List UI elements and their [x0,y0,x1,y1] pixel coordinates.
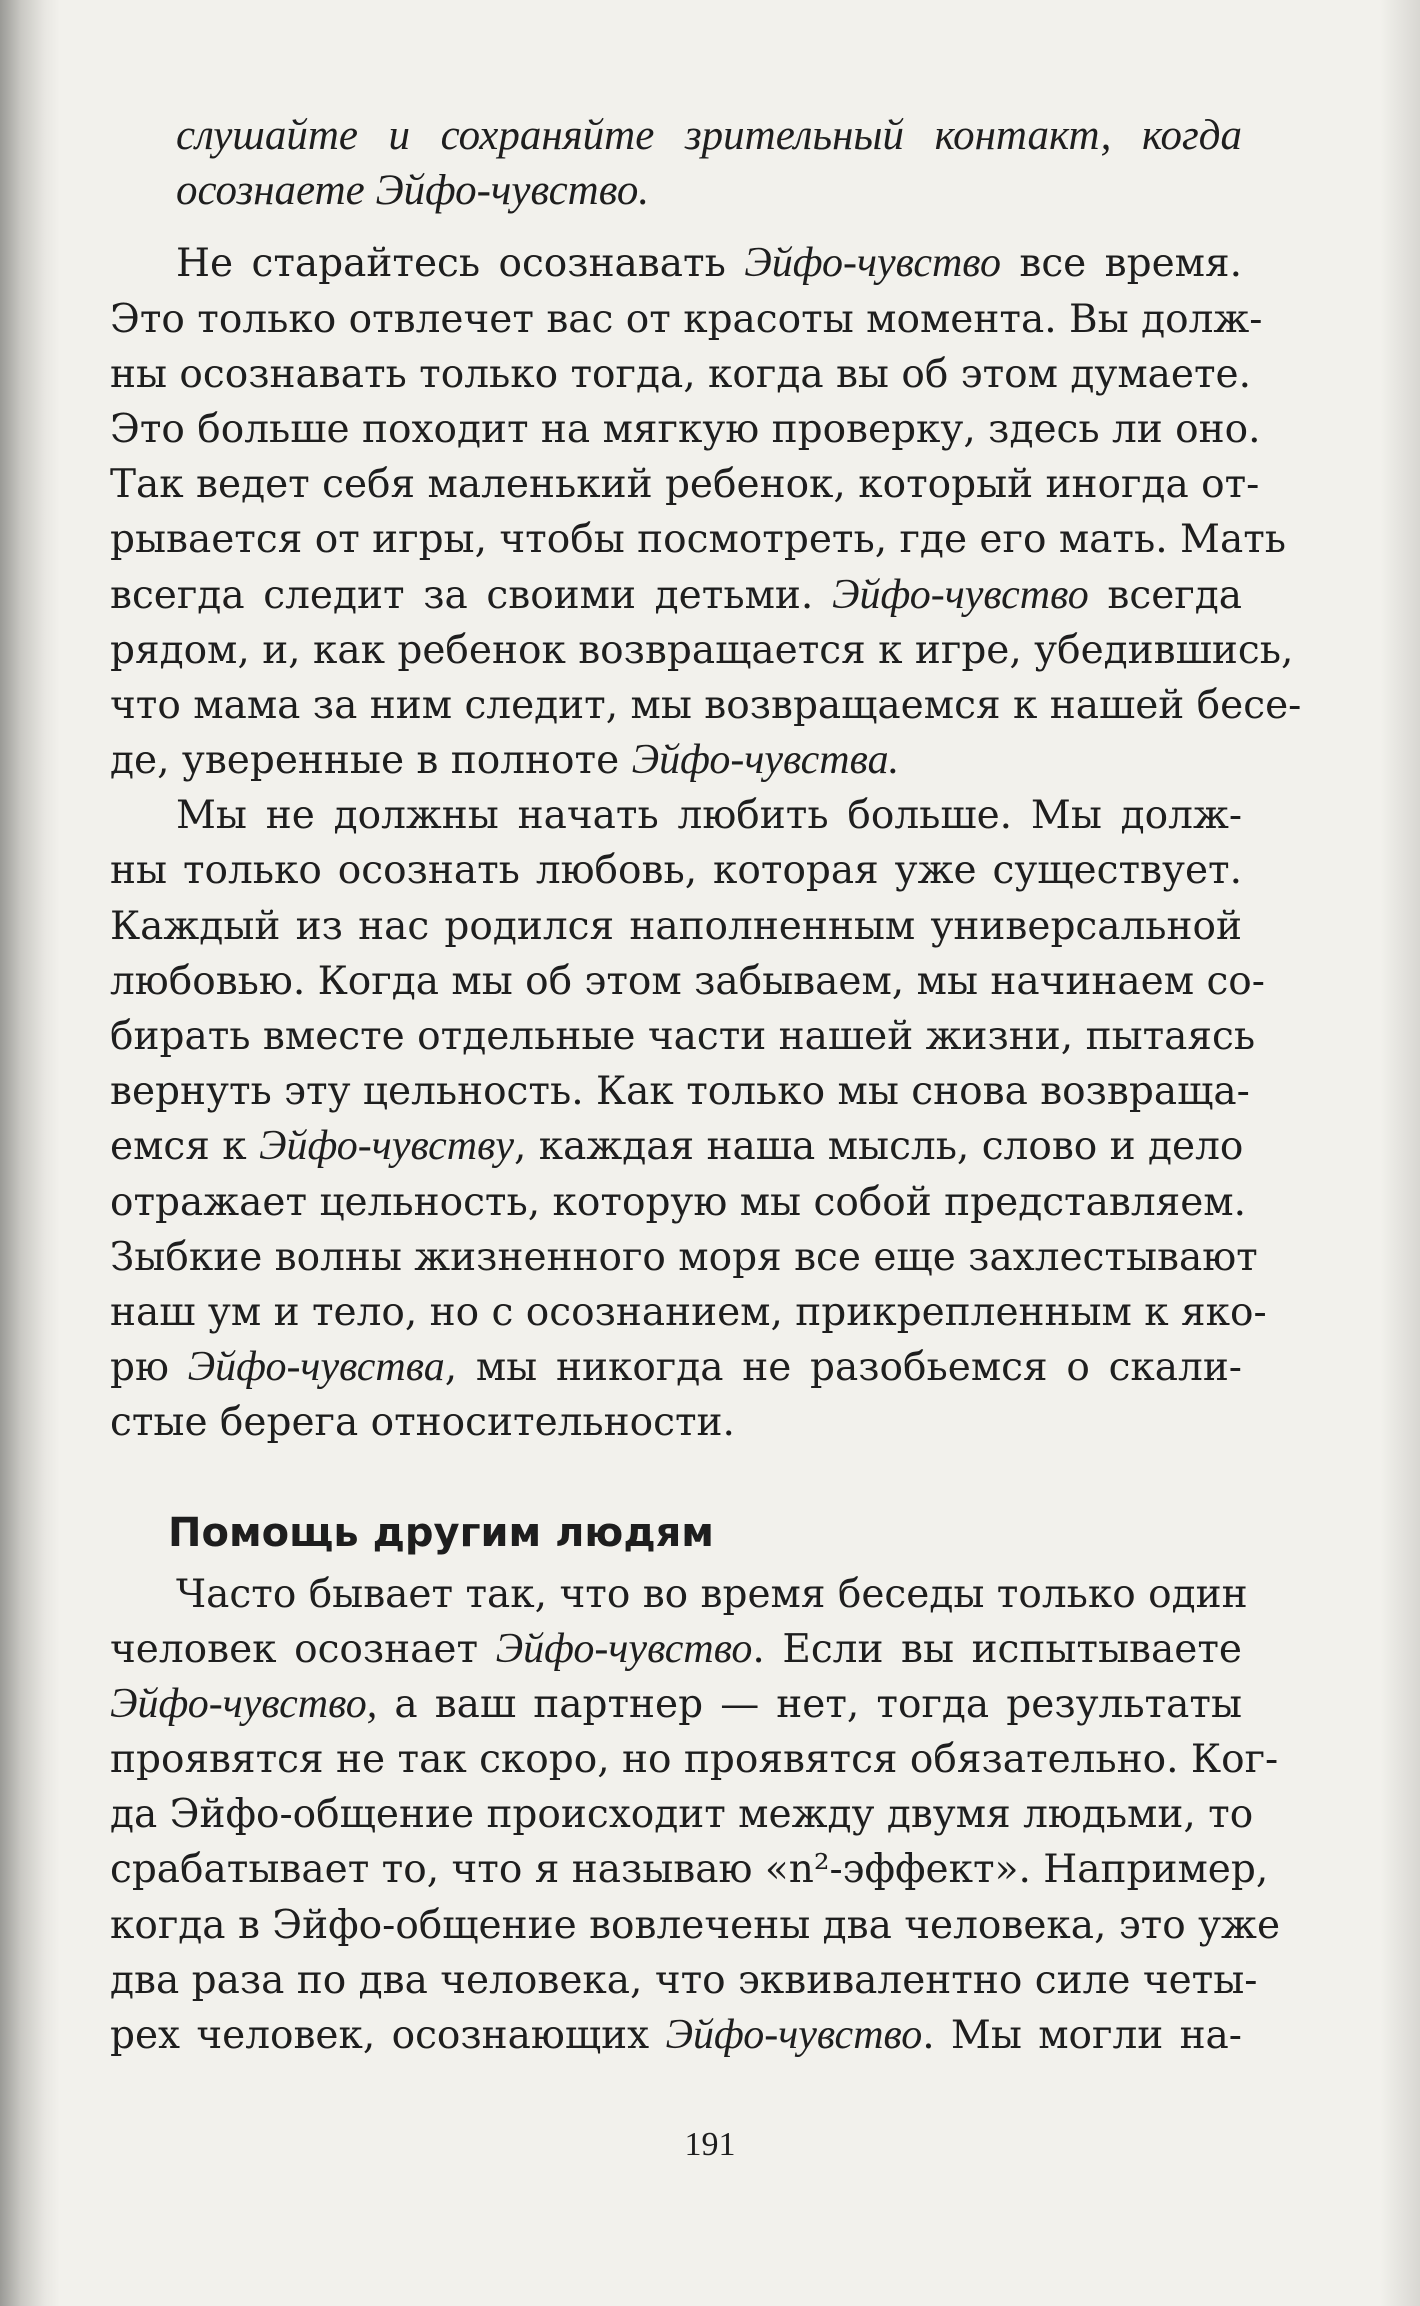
paragraph-line: что мама за ним следит, мы возвращаемся к нашей бесе- [110,682,1302,728]
section-heading: Помощь другим людям [168,1509,714,1556]
paragraph-line: отражает цельность, которую мы собой представляем. [110,1179,1247,1225]
paragraph-line: емся к Эйфо-чувству, каждая наша мысль, слово и дело [110,1123,1244,1170]
paragraph-line: Каждый из нас родился наполненным универсальной [110,903,1242,949]
paragraph-line: человек осознает Эйфо-чувство. Если вы испытываете [110,1625,1242,1672]
paragraph-line: Мы не должны начать любить больше. Мы долж- [176,793,1242,839]
paragraph-line: всегда следит за своими детьми. Эйфо-чувство всегда [110,571,1242,618]
paragraph-line: да Эйфо-общение происходит между двумя людьми, то [110,1792,1254,1838]
paragraph-line: наш ум и тело, но с осознанием, прикрепленным к яко- [110,1289,1267,1335]
scan-edge-shadow [1380,0,1420,2306]
paragraph-line: Часто бывает так, что во время беседы только один [176,1571,1248,1617]
paragraph-line: рядом, и, как ребенок возвращается к игре, убедившись, [110,627,1294,673]
paragraph-line: когда в Эйфо-общение вовлечены два человека, это уже [110,1902,1281,1948]
intro-line: слушайте и сохраняйте зрительный контакт, когда [176,112,1242,159]
paragraph-line: ны осознавать только тогда, когда вы об этом думаете. [110,351,1252,397]
paragraph-line: проявятся не так скоро, но проявятся обязательно. Ког- [110,1737,1279,1783]
paragraph-line: Эйфо-чувство, а ваш партнер — нет, тогда результаты [110,1680,1242,1727]
paragraph-line: ны только осознать любовь, которая уже существует. [110,848,1242,894]
paragraph-line: рех человек, осознающих Эйфо-чувство. Мы могли на- [110,2012,1242,2058]
paragraph-line: любовью. Когда мы об этом забываем, мы начинаем со- [110,958,1265,1004]
paragraph-line: стые берега относительности. [110,1400,735,1446]
paragraph-line: Зыбкие волны жизненного моря все еще захлестывают [110,1234,1258,1280]
paragraph-line: два раза по два человека, что эквивалентно силе четы- [110,1957,1258,2003]
paragraph-line: Так ведет себя маленький ребенок, который иногда от- [110,462,1260,508]
intro-line: осознаете Эйфо-чувство. [176,167,650,215]
book-page-text [110,108,1302,2063]
paragraph-line: Не старайтесь осознавать Эйфо-чувство все время. [176,240,1242,287]
page-number: 191 [684,2126,736,2163]
paragraph-line: Это только отвлечет вас от красоты момента. Вы долж- [110,296,1263,342]
paragraph-line: вернуть эту цельность. Как только мы снова возвраща- [110,1069,1250,1115]
paragraph-line: де, уверенные в полноте Эйфо-чувства. [110,737,900,784]
paragraph-line: срабатывает то, что я называю «n²-эффект». Например, [110,1847,1269,1893]
paragraph-line: Это больше походит на мягкую проверку, здесь ли оно. [110,406,1261,452]
scan-spine-shadow [0,0,60,2306]
paragraph-line: рю Эйфо-чувства, мы никогда не разобьемся о скали- [110,1344,1242,1391]
paragraph-line: бирать вместе отдельные части нашей жизни, пытаясь [110,1014,1256,1059]
paragraph-line: рывается от игры, чтобы посмотреть, где его мать. Мать [110,517,1286,563]
